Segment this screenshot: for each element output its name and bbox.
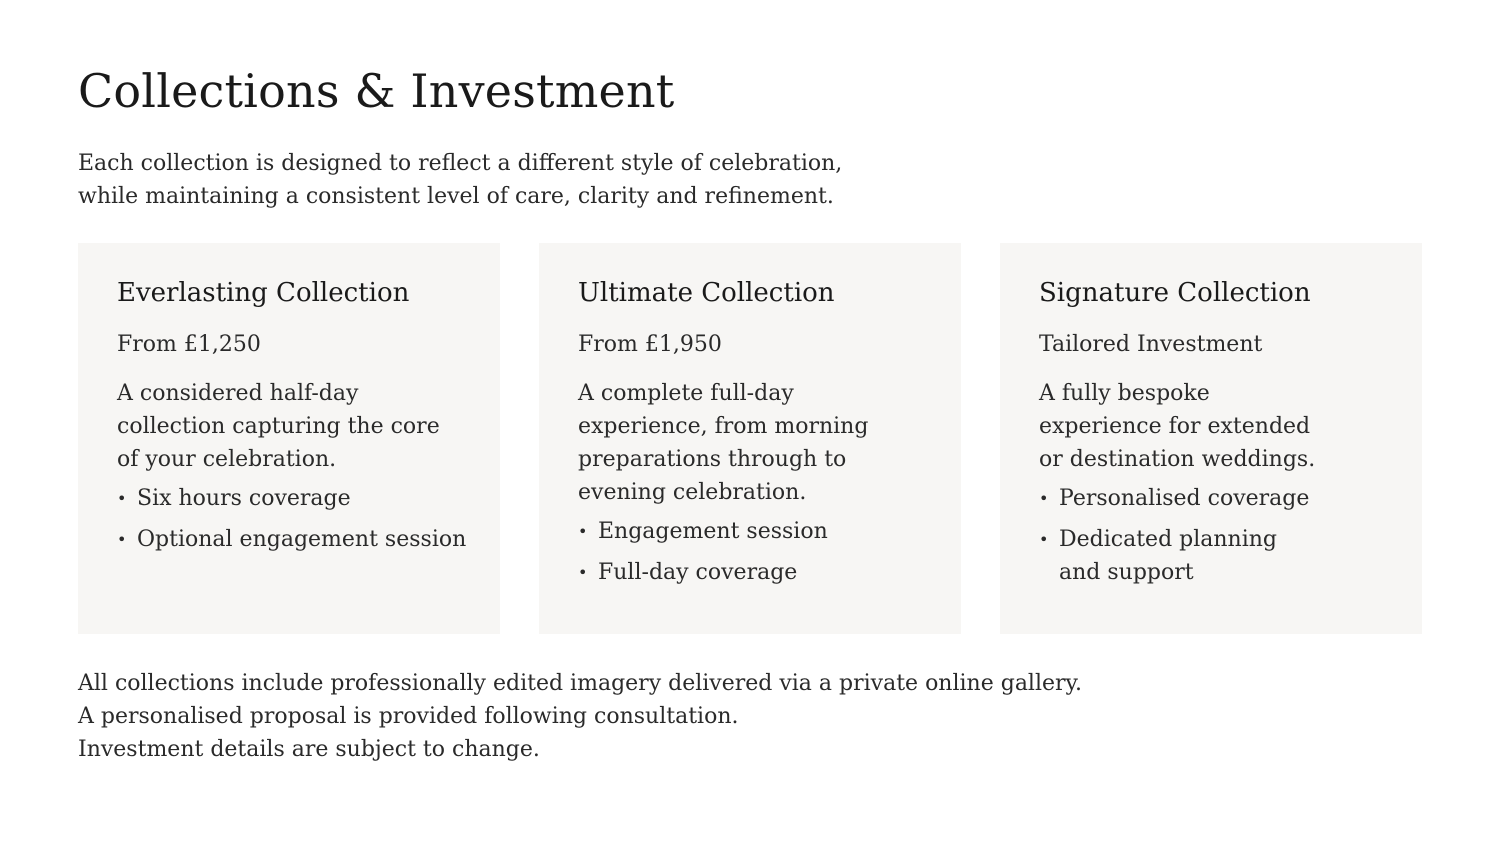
feature-list bbox=[578, 515, 929, 589]
feature-item bbox=[1039, 523, 1390, 589]
description-line: preparations through to bbox=[578, 447, 847, 472]
collection-price: From £1,950 bbox=[578, 332, 722, 357]
description-line: evening celebration. bbox=[578, 480, 807, 505]
feature-text: and support bbox=[1059, 560, 1194, 585]
feature-list bbox=[1039, 482, 1390, 589]
collection-card-ultimate bbox=[539, 243, 961, 634]
footer-line: All collections include professionally edited imagery delivered via a private online gallery. bbox=[78, 671, 1083, 696]
bullet-icon: • bbox=[117, 530, 127, 549]
collection-card-everlasting bbox=[78, 243, 500, 634]
footer-line: Investment details are subject to change. bbox=[78, 737, 540, 762]
feature-text: Optional engagement session bbox=[137, 527, 467, 552]
description-line: A fully bespoke bbox=[1039, 381, 1210, 406]
collection-title: Ultimate Collection bbox=[578, 278, 835, 308]
bullet-icon: • bbox=[1039, 530, 1049, 549]
collection-title: Signature Collection bbox=[1039, 278, 1311, 308]
feature-item bbox=[117, 482, 468, 515]
description-line: experience for extended bbox=[1039, 414, 1311, 439]
description-line: A considered half-day bbox=[117, 381, 359, 406]
description-line: or destination weddings. bbox=[1039, 447, 1316, 472]
description-line: of your celebration. bbox=[117, 447, 337, 472]
feature-item bbox=[578, 556, 929, 589]
bullet-icon: • bbox=[117, 489, 127, 508]
collection-cards bbox=[78, 243, 1422, 634]
feature-text: Full-day coverage bbox=[598, 560, 798, 585]
collection-price: From £1,250 bbox=[117, 332, 261, 357]
collection-description bbox=[1039, 377, 1390, 476]
description-line: A complete full-day bbox=[578, 381, 794, 406]
feature-item bbox=[117, 523, 468, 556]
intro-line: while maintaining a consistent level of care, clarity and refinement. bbox=[78, 184, 834, 209]
bullet-icon: • bbox=[578, 522, 588, 541]
feature-text: Engagement session bbox=[598, 519, 828, 544]
description-line: experience, from morning bbox=[578, 414, 869, 439]
bullet-icon: • bbox=[1039, 489, 1049, 508]
feature-text: Six hours coverage bbox=[137, 486, 351, 511]
intro-line: Each collection is designed to reflect a different style of celebration, bbox=[78, 151, 843, 176]
description-line: collection capturing the core bbox=[117, 414, 440, 439]
feature-text: Dedicated planning bbox=[1059, 527, 1278, 552]
collection-description bbox=[117, 377, 468, 476]
feature-list bbox=[117, 482, 468, 556]
footer-notes bbox=[78, 667, 1178, 766]
footer-line: A personalised proposal is provided following consultation. bbox=[78, 704, 739, 729]
feature-item bbox=[1039, 482, 1390, 515]
page-title: Collections & Investment bbox=[78, 64, 675, 118]
collection-card-signature bbox=[1000, 243, 1422, 634]
intro-text bbox=[78, 147, 868, 213]
collection-description bbox=[578, 377, 929, 509]
feature-text: Personalised coverage bbox=[1059, 486, 1310, 511]
bullet-icon: • bbox=[578, 563, 588, 582]
collection-price: Tailored Investment bbox=[1039, 332, 1263, 357]
collection-title: Everlasting Collection bbox=[117, 278, 410, 308]
feature-item bbox=[578, 515, 929, 548]
